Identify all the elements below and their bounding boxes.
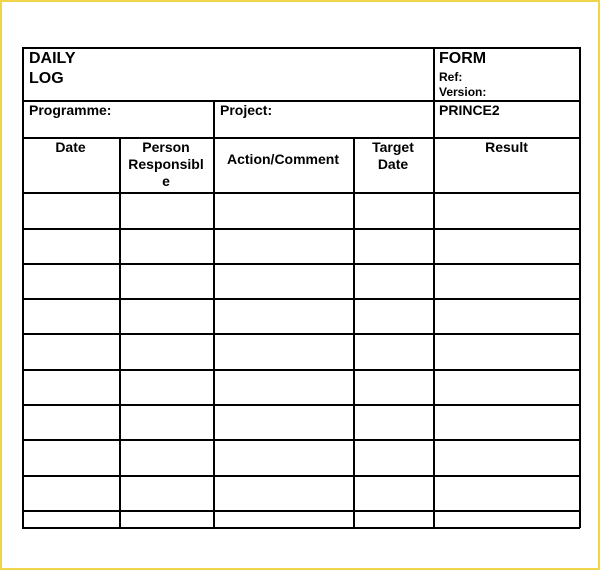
form-border-top (22, 47, 580, 49)
row-divider (22, 475, 580, 477)
row-divider (22, 404, 580, 406)
column-header-action: Action/Comment (227, 151, 339, 167)
person-header-line-2: Responsibl (128, 156, 204, 172)
column-header-person (119, 139, 213, 190)
title-line-1: DAILY (29, 50, 76, 67)
row-divider (22, 510, 580, 512)
person-header-line-1: Person (142, 139, 190, 155)
method-label: PRINCE2 (439, 102, 500, 118)
row-divider (22, 263, 580, 265)
column-header-target-date (353, 139, 433, 173)
row-divider (22, 369, 580, 371)
form-border-right (579, 47, 581, 528)
table-header-divider (22, 192, 580, 194)
row-divider (22, 439, 580, 441)
form-border-left (22, 47, 24, 528)
programme-project-divider (213, 100, 215, 138)
programme-label: Programme: (29, 102, 112, 118)
project-label: Project: (220, 102, 273, 118)
column-header-date: Date (55, 139, 86, 155)
target-header-line-2: Date (377, 156, 409, 172)
row-divider (22, 298, 580, 300)
form-border-bottom (22, 527, 580, 529)
title-line-2: LOG (29, 70, 64, 87)
column-header-result: Result (485, 139, 528, 155)
person-header-line-3: e (162, 173, 170, 189)
form-column-divider (433, 47, 435, 528)
version-label: Version: (439, 85, 487, 99)
ref-label: Ref: (439, 70, 463, 84)
row-divider (22, 333, 580, 335)
daily-log-form (22, 47, 580, 528)
row-divider (22, 228, 580, 230)
form-label: FORM (439, 50, 487, 67)
target-header-line-1: Target (372, 139, 414, 155)
